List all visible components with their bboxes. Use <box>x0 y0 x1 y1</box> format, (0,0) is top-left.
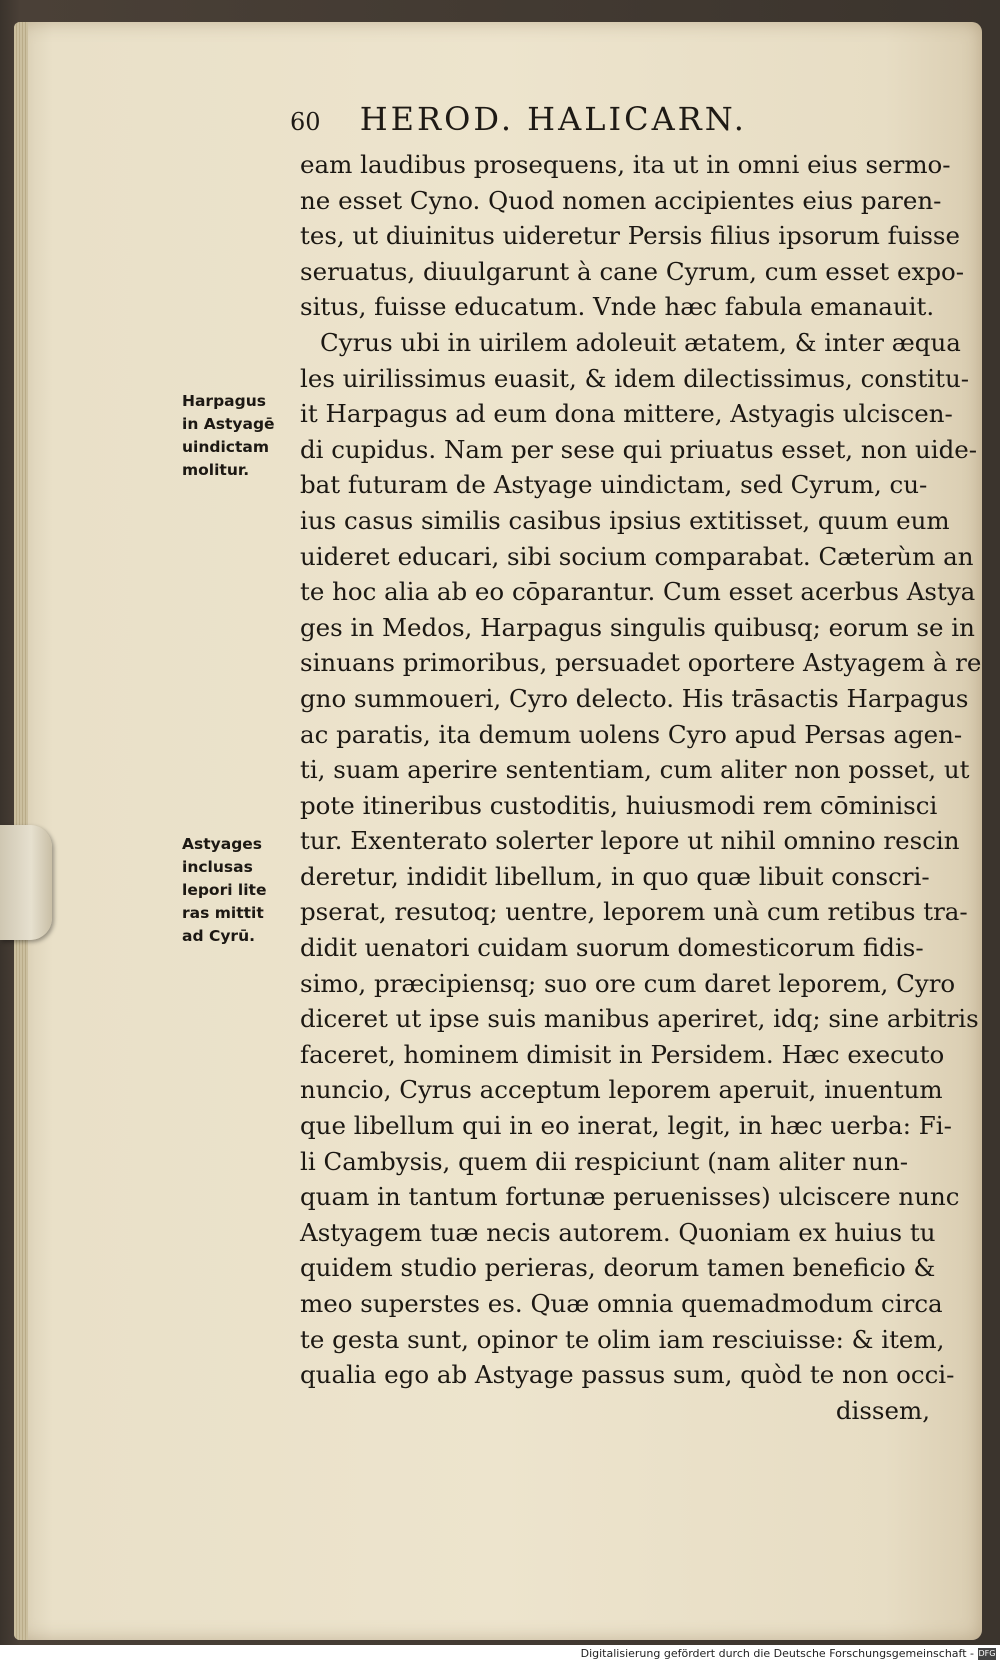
text-line: sinuans primoribus, persuadet oportere Astyagem à re <box>300 648 982 678</box>
margin-note-line: ras mittit <box>182 904 264 922</box>
text-line: deretur, indidit libellum, in quo quæ libuit conscri- <box>300 861 930 891</box>
text-line: situs, fuisse educatum. Vnde hæc fabula emanauit. <box>300 292 935 322</box>
margin-note-line: lepori lite <box>182 881 267 899</box>
running-header <box>290 100 850 138</box>
margin-note-line: in Astyagē <box>182 415 275 433</box>
text-line: gno summoueri, Cyro delecto. His trāsactis Harpagus <box>300 683 969 713</box>
page-number: 60 <box>290 108 321 136</box>
text-line: Cyrus ubi in uirilem adoleuit ætatem, & inter æqua <box>320 327 961 357</box>
text-line: meo superstes es. Quæ omnia quemadmodum circa <box>300 1289 943 1318</box>
text-line: uideret educari, sibi socium comparabat. Cæterùm an <box>300 541 974 571</box>
text-line: quam in tantum fortunæ peruenisses) ulciscere nunc <box>300 1182 960 1212</box>
margin-note-line: inclusas <box>182 858 253 876</box>
text-line: que libellum qui in eo inerat, legit, in hæc uerba: Fi- <box>300 1111 952 1141</box>
page-clip <box>0 825 52 940</box>
text-line: Astyagem tuæ necis autorem. Quoniam ex huius tu <box>300 1217 936 1247</box>
margin-note-line: molitur. <box>182 461 250 479</box>
text-line: pote itineribus custoditis, huiusmodi rem cōminisci <box>300 790 938 820</box>
text-line: quidem studio perieras, deorum tamen beneficio & <box>300 1253 936 1283</box>
text-line: bat futuram de Astyage uindictam, sed Cyrum, cu- <box>300 470 928 500</box>
body-text <box>300 147 982 1428</box>
text-line: li Cambysis, quem dii respiciunt (nam aliter nun- <box>300 1146 909 1176</box>
text-line: seruatus, diuulgarunt à cane Cyrum, cum esset expo- <box>300 256 965 286</box>
text-line: pserat, resutoq; uentre, leporem unà cum retibus tra- <box>300 897 968 927</box>
text-line: ges in Medos, Harpagus singulis quibusq; eorum se in <box>300 612 975 642</box>
text-line: te gesta sunt, opinor te olim iam resciuisse: & item, <box>300 1324 945 1354</box>
text-line: tur. Exenterato solerter lepore ut nihil omnino rescin <box>300 826 960 856</box>
footer-credit: Digitalisierung gefördert durch die Deutsche Forschungsgemeinschaft - <box>580 1647 974 1660</box>
text-line: diceret ut ipse suis manibus aperiret, idq; sine arbitris <box>300 1004 979 1034</box>
text-line: simo, præcipiensq; suo ore cum daret leporem, Cyro <box>300 968 956 998</box>
margin-note-harpagus <box>182 390 292 482</box>
text-line: ne esset Cyno. Quod nomen accipientes eius paren- <box>300 185 942 215</box>
text-line: te hoc alia ab eo cōparantur. Cum esset acerbus Astya <box>300 577 976 607</box>
margin-note-line: uindictam <box>182 438 269 456</box>
text-line: didit uenatori cuidam suorum domesticorum fidis- <box>300 933 924 963</box>
text-line: qualia ego ab Astyage passus sum, quòd te non occi- <box>300 1360 955 1390</box>
running-title: HEROD. HALICARN. <box>359 100 747 138</box>
text-line: tes, ut diuinitus uideretur Persis filius ipsorum fuisse <box>300 221 960 251</box>
margin-note-line: Astyages <box>182 835 263 853</box>
dfg-logo: DFG <box>978 1649 996 1658</box>
text-line: ac paratis, ita demum uolens Cyro apud Persas agen- <box>300 719 963 749</box>
margin-note-astyages <box>182 833 292 948</box>
text-line: it Harpagus ad eum dona mittere, Astyagis ulciscen- <box>300 399 953 429</box>
catchword: dissem, <box>835 1395 930 1425</box>
text-line: les uirilissimus euasit, & idem dilectissimus, constitu- <box>300 363 970 393</box>
margin-note-line: ad Cyrū. <box>182 927 255 945</box>
text-line: di cupidus. Nam per sese qui priuatus esset, non uide- <box>300 434 978 464</box>
digitization-footer <box>0 1645 1000 1663</box>
text-line: ti, suam aperire sententiam, cum aliter non posset, ut <box>300 755 970 785</box>
text-line: faceret, hominem dimisit in Persidem. Hæc executo <box>300 1039 945 1069</box>
text-line: eam laudibus prosequens, ita ut in omni eius sermo- <box>300 150 951 179</box>
text-line: ius casus similis casibus ipsius extitisset, quum eum <box>300 505 950 535</box>
margin-note-line: Harpagus <box>182 392 266 410</box>
text-line: nuncio, Cyrus acceptum leporem aperuit, inuentum <box>300 1075 943 1105</box>
